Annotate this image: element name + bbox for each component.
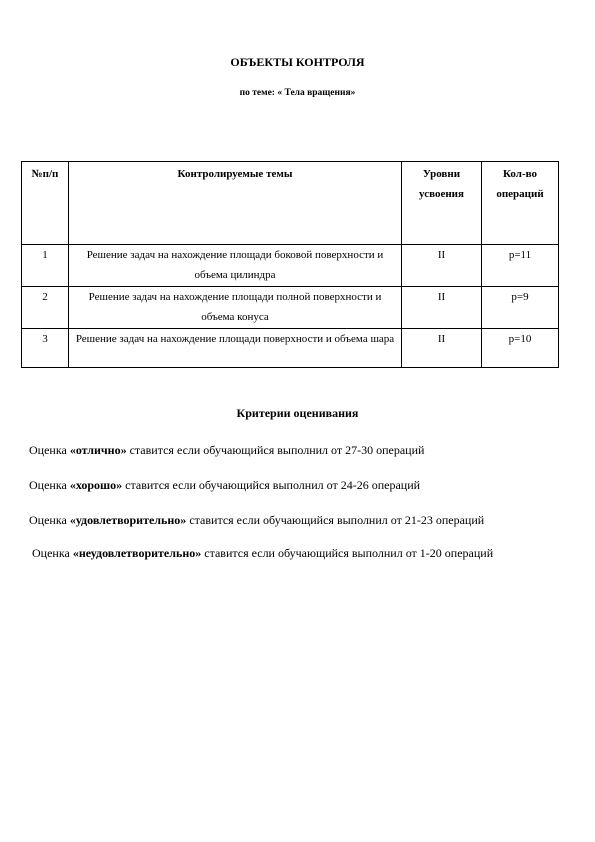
row-topic-text: Решение задач на нахождение площади боковой поверхности и объема цилиндра <box>86 249 384 281</box>
table-row <box>22 287 559 329</box>
criteria-excellent <box>29 443 424 458</box>
row-number: 3 <box>22 329 69 368</box>
header-number: №п/п <box>22 162 69 245</box>
row-number: 2 <box>22 287 69 329</box>
criteria-good <box>29 478 420 493</box>
row-topic <box>69 245 402 287</box>
table-row <box>22 245 559 287</box>
row-level: II <box>402 245 482 287</box>
criteria-grade: «отлично» <box>69 443 127 457</box>
row-topic <box>69 329 402 368</box>
criteria-prefix: Оценка <box>29 478 70 492</box>
header-levels-text: Уровни усвоения <box>419 168 464 200</box>
criteria-suffix: ставится если обучающийся выполнил от 21-23 операций <box>186 513 485 527</box>
criteria-grade: «неудовлетворительно» <box>72 546 202 560</box>
criteria-suffix: ставится если обучающийся выполнил от 27-30 операций <box>126 443 425 457</box>
row-level: II <box>402 287 482 329</box>
control-objects-table <box>21 161 559 368</box>
row-operations: p=9 <box>482 287 559 329</box>
header-operations <box>482 162 559 245</box>
criteria-grade: «удовлетворительно» <box>69 513 187 527</box>
page-title: ОБЪЕКТЫ КОНТРОЛЯ <box>230 55 365 69</box>
table-row <box>22 329 559 368</box>
header-levels <box>402 162 482 245</box>
header-topics: Контролируемые темы <box>69 162 402 245</box>
row-topic-text: Решение задач на нахождение площади полной поверхности и объема конуса <box>88 291 382 323</box>
criteria-title: Критерии оценивания <box>236 406 359 420</box>
criteria-grade: «хорошо» <box>69 478 123 492</box>
page-subtitle: по теме: « Тела вращения» <box>239 88 356 98</box>
header-operations-text: Кол-во операций <box>496 168 544 200</box>
row-topic <box>69 287 402 329</box>
criteria-satisfactory <box>29 513 484 528</box>
row-operations: p=10 <box>482 329 559 368</box>
criteria-prefix: Оценка <box>32 546 73 560</box>
criteria-prefix: Оценка <box>29 443 70 457</box>
row-number: 1 <box>22 245 69 287</box>
row-operations: p=11 <box>482 245 559 287</box>
criteria-unsatisfactory <box>32 546 493 561</box>
row-level: II <box>402 329 482 368</box>
criteria-prefix: Оценка <box>29 513 70 527</box>
criteria-suffix: ставится если обучающийся выполнил от 24-26 операций <box>122 478 421 492</box>
table-header-row <box>22 162 559 245</box>
criteria-suffix: ставится если обучающийся выполнил от 1-20 операций <box>201 546 494 560</box>
row-topic-text: Решение задач на нахождение площади поверхности и объема шара <box>75 333 395 345</box>
